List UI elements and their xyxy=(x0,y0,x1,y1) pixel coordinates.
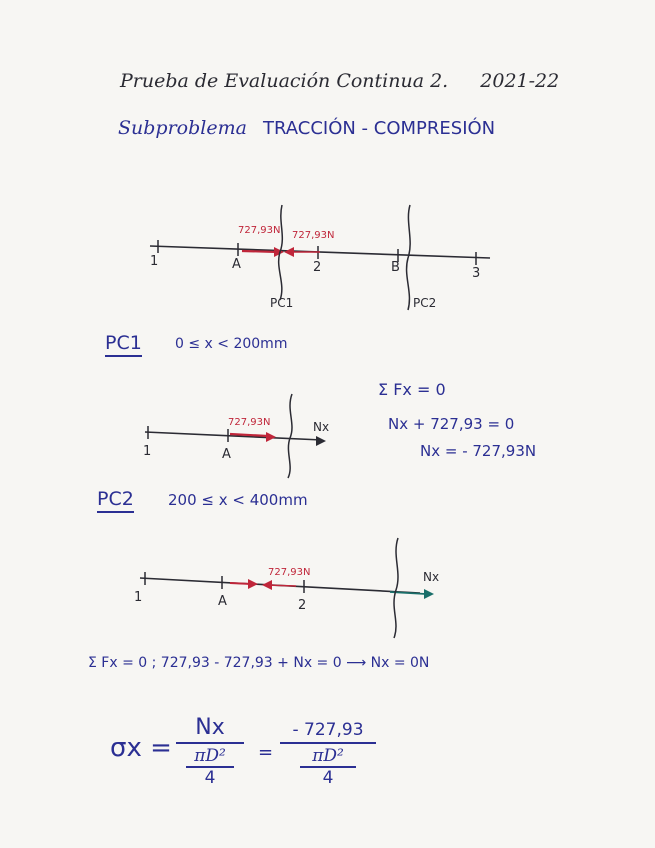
pc2-label-1: 1 xyxy=(134,590,143,605)
pc2-equation: Σ Fx = 0 ; 727,93 - 727,93 + Nx = 0 ⟶ Nx = 0N xyxy=(88,655,430,671)
stress-fraction-bar-1 xyxy=(176,742,244,744)
subproblem-prefix: Subproblema xyxy=(118,117,247,139)
stress-fraction-1 xyxy=(176,715,244,788)
stress-denominator-2-bottom: 4 xyxy=(322,768,334,788)
pc2-heading: PC2 xyxy=(97,488,134,513)
pc2-cut-line xyxy=(394,538,398,638)
pc2-label-A: A xyxy=(218,594,227,609)
pc1-range: 0 ≤ x < 200mm xyxy=(175,336,288,352)
pc1-equation-1: Nx + 727,93 = 0 xyxy=(388,415,515,433)
pc2-force-arrowhead-left xyxy=(262,580,272,590)
stress-lhs: σx = xyxy=(110,733,172,763)
diagram1-label-2: 2 xyxy=(313,260,322,275)
pc1-label-1: 1 xyxy=(143,444,152,459)
stress-numerator-1: Nx xyxy=(195,715,225,740)
pc2-nx-label: Nx xyxy=(423,570,440,584)
diagram1-force-label: 727,93N xyxy=(238,225,281,236)
subproblem-title: TRACCIÓN - COMPRESIÓN xyxy=(262,118,496,139)
pc1-nx-label: Nx xyxy=(313,420,330,434)
pc1-force-label: 727,93N xyxy=(228,417,271,428)
pc1-sum-equation: Σ Fx = 0 xyxy=(378,380,446,399)
cut-label-pc1: PC1 xyxy=(270,296,294,310)
pc2-force-label: 727,93N xyxy=(268,567,311,578)
stress-fraction-bar-2 xyxy=(280,742,376,744)
stress-denominator-1-bottom: 4 xyxy=(204,768,216,788)
stress-numerator-2: - 727,93 xyxy=(292,720,364,740)
pc1-label-A: A xyxy=(222,447,231,462)
pc2-force-arrowhead-right xyxy=(248,579,258,589)
title-text: Prueba de Evaluación Continua 2. xyxy=(120,70,449,92)
pc1-heading: PC1 xyxy=(105,332,142,357)
cut-label-pc2: PC2 xyxy=(413,296,437,310)
pc1-equation-2: Nx = - 727,93N xyxy=(420,442,537,460)
title-year: 2021-22 xyxy=(480,70,560,92)
pc2-label-2: 2 xyxy=(298,598,307,613)
diagram1-force-label-2: 727,93N xyxy=(292,230,335,241)
stress-denominator-2-top: πD² xyxy=(300,746,356,768)
stress-denominator-1-top: πD² xyxy=(186,746,234,768)
stress-fraction-2 xyxy=(280,720,376,788)
pc2-nx-arrowhead xyxy=(424,589,434,599)
diagram1-label-3: 3 xyxy=(472,266,481,281)
stress-equals: = xyxy=(258,742,274,763)
diagram1-label-1: 1 xyxy=(150,254,159,269)
diagram1-label-B: B xyxy=(391,260,400,275)
pc2-range: 200 ≤ x < 400mm xyxy=(168,491,308,509)
diagram1-label-A: A xyxy=(232,257,241,272)
